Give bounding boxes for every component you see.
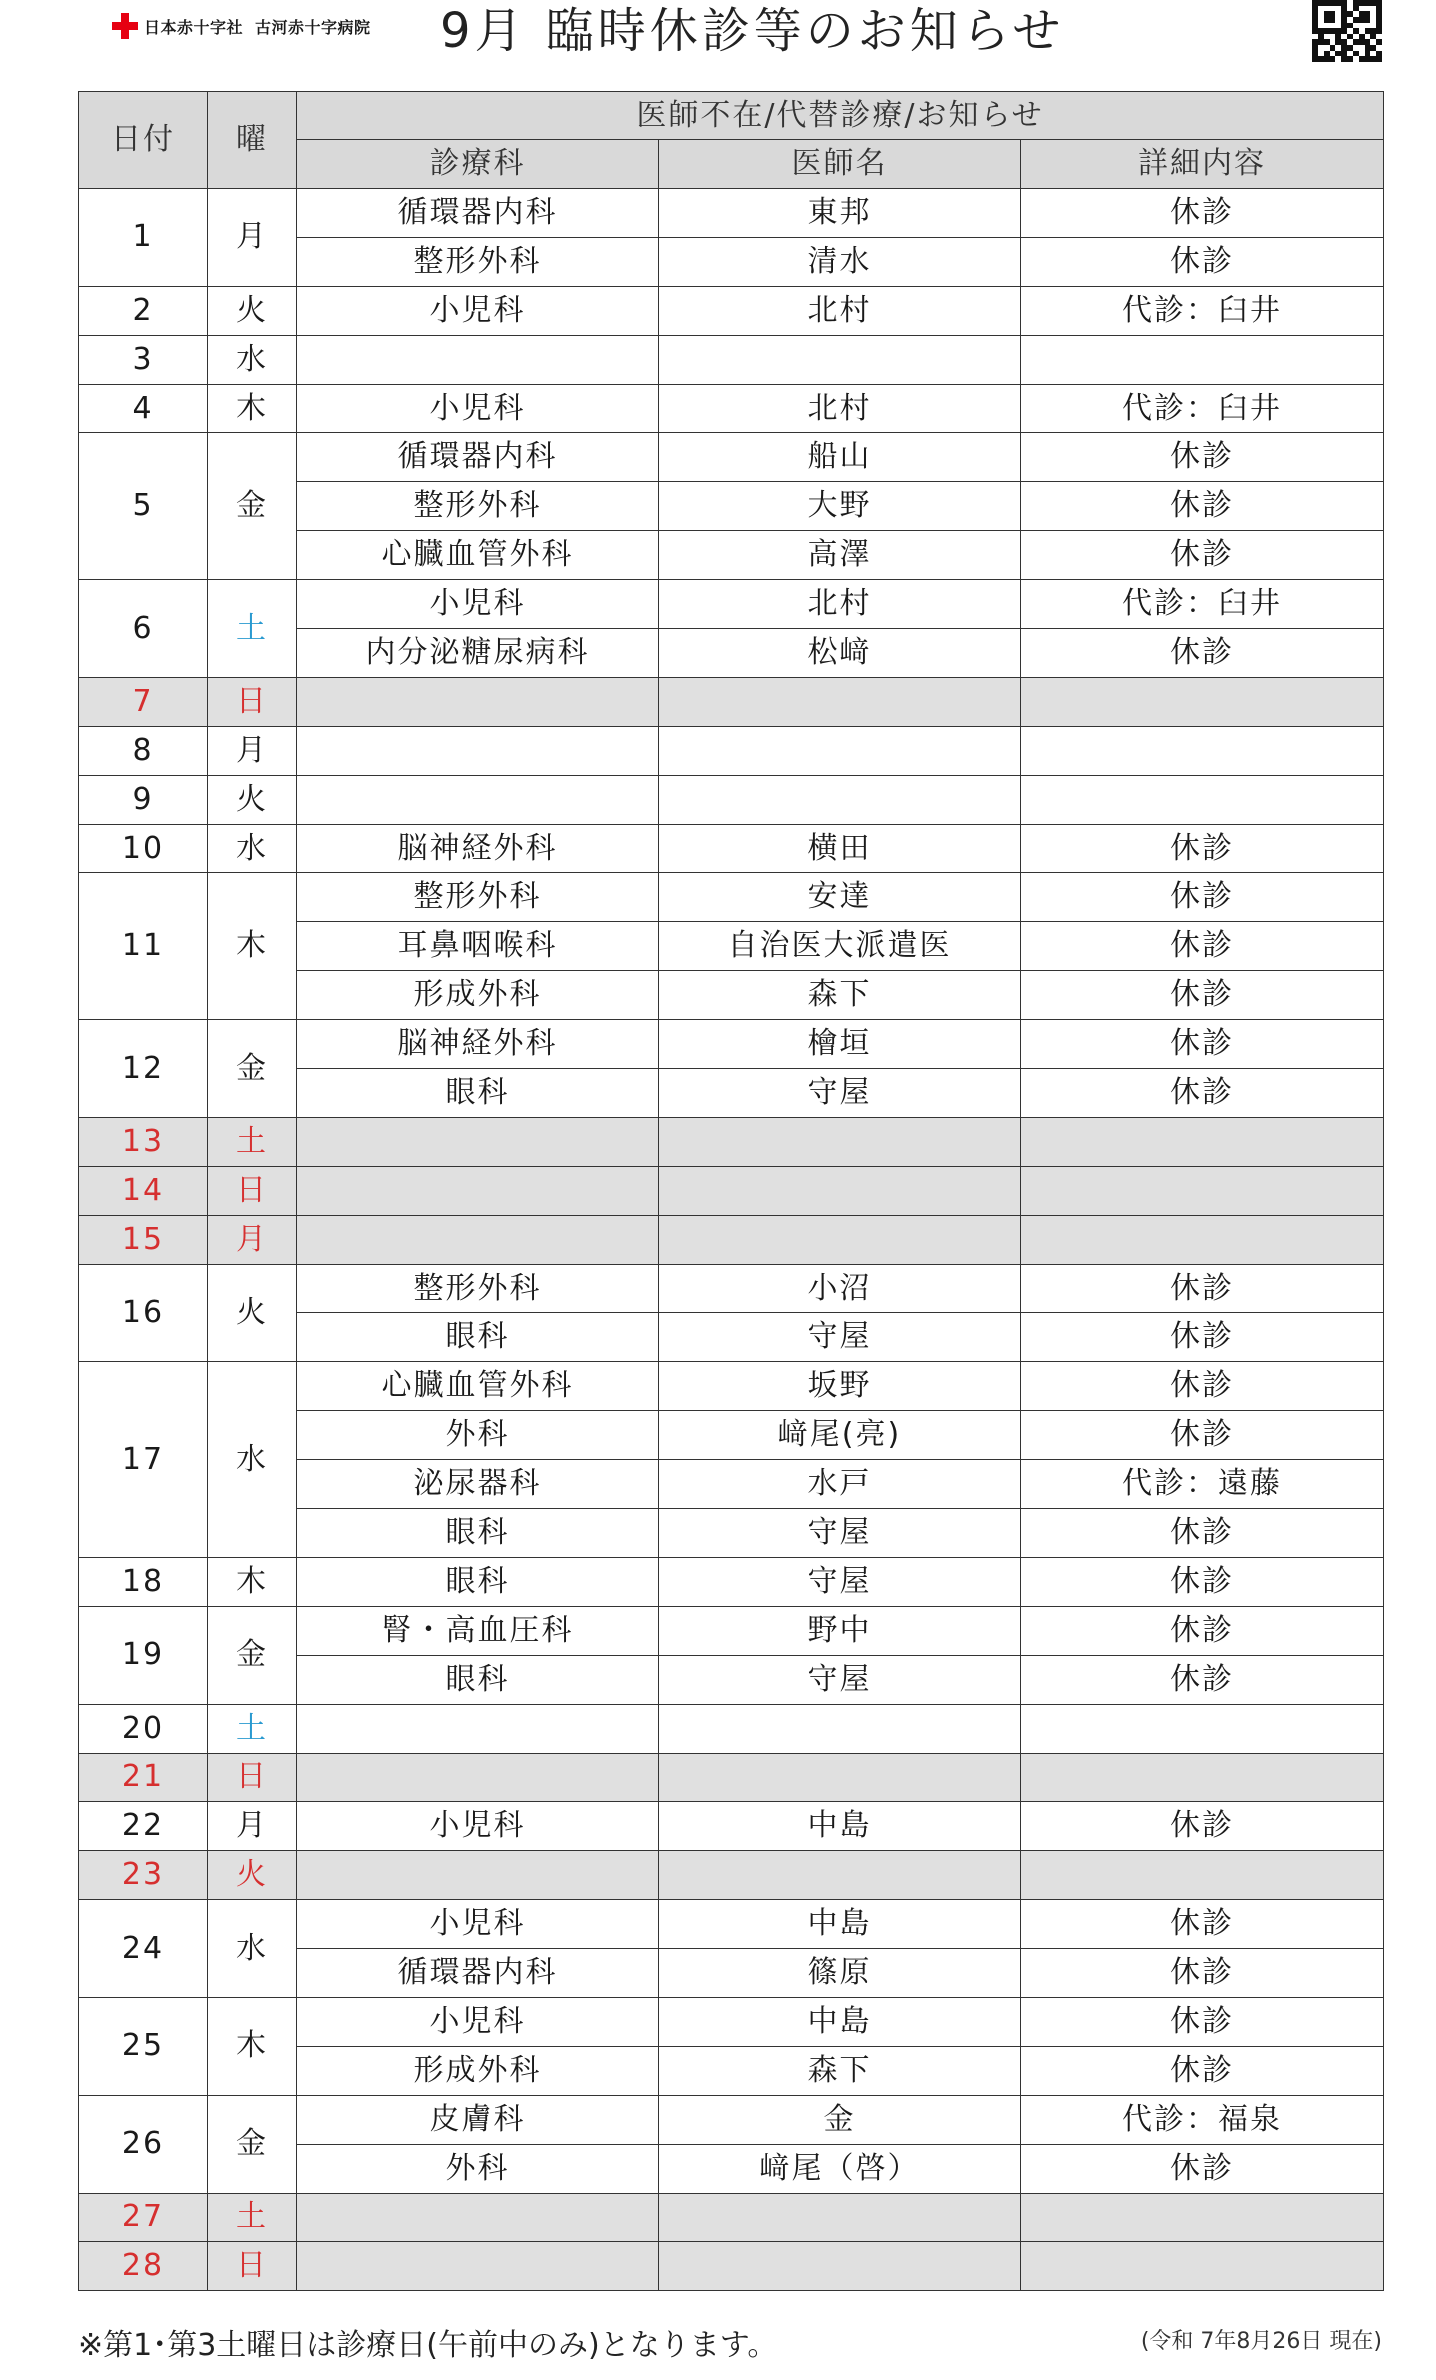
department-cell	[297, 1753, 659, 1802]
detail-cell: 休診	[1021, 1020, 1384, 1069]
detail-cell: 休診	[1021, 1802, 1384, 1851]
table-row	[79, 1264, 1384, 1313]
table-row	[79, 335, 1384, 384]
date-cell: 14	[79, 1166, 208, 1215]
department-cell	[297, 775, 659, 824]
schedule-table	[78, 91, 1384, 2291]
date-cell: 19	[79, 1606, 208, 1704]
detail-cell: 休診	[1021, 1655, 1384, 1704]
header-day: 曜	[208, 92, 297, 189]
table-row	[79, 873, 1384, 922]
detail-cell: 休診	[1021, 1509, 1384, 1558]
detail-cell: 休診	[1021, 1900, 1384, 1949]
weekday-cell: 金	[208, 1606, 297, 1704]
table-row	[79, 1997, 1384, 2046]
department-cell: 整形外科	[297, 873, 659, 922]
doctor-cell	[659, 1753, 1021, 1802]
header-doctor: 医師名	[659, 140, 1021, 189]
weekday-cell: 金	[208, 2095, 297, 2193]
detail-cell: 代診：臼井	[1021, 384, 1384, 433]
date-cell: 3	[79, 335, 208, 384]
doctor-cell: 高澤	[659, 531, 1021, 580]
date-cell: 10	[79, 824, 208, 873]
weekday-cell: 月	[208, 1215, 297, 1264]
detail-cell	[1021, 1753, 1384, 1802]
table-row	[79, 580, 1384, 629]
doctor-cell: 守屋	[659, 1509, 1021, 1558]
table-row	[79, 433, 1384, 482]
department-cell: 循環器内科	[297, 189, 659, 238]
table-row	[79, 775, 1384, 824]
detail-cell	[1021, 726, 1384, 775]
table-row	[79, 1117, 1384, 1166]
doctor-cell: 横田	[659, 824, 1021, 873]
header-department: 診療科	[297, 140, 659, 189]
table-row	[79, 189, 1384, 238]
doctor-cell	[659, 1215, 1021, 1264]
weekday-cell: 水	[208, 1900, 297, 1998]
department-cell: 外科	[297, 2144, 659, 2193]
date-cell: 12	[79, 1020, 208, 1118]
footer-note: ※第1･第3土曜日は診療日(午前中のみ)となります。	[78, 2328, 778, 2363]
doctor-cell: 守屋	[659, 1557, 1021, 1606]
weekday-cell: 火	[208, 775, 297, 824]
department-cell: 眼科	[297, 1313, 659, 1362]
table-row	[79, 1166, 1384, 1215]
doctor-cell: 船山	[659, 433, 1021, 482]
detail-cell: 休診	[1021, 1606, 1384, 1655]
department-cell	[297, 335, 659, 384]
date-cell: 2	[79, 286, 208, 335]
detail-cell: 休診	[1021, 1264, 1384, 1313]
detail-cell: 休診	[1021, 629, 1384, 678]
weekday-cell: 日	[208, 1753, 297, 1802]
table-row	[79, 1802, 1384, 1851]
doctor-cell	[659, 2242, 1021, 2291]
doctor-cell: 﨑尾（啓）	[659, 2144, 1021, 2193]
detail-cell: 休診	[1021, 1069, 1384, 1118]
weekday-cell: 水	[208, 1362, 297, 1558]
weekday-cell: 木	[208, 1557, 297, 1606]
department-cell: 内分泌糖尿病科	[297, 629, 659, 678]
department-cell: 脳神経外科	[297, 824, 659, 873]
detail-cell	[1021, 335, 1384, 384]
page-title: 9月 臨時休診等のお知らせ	[440, 3, 1065, 59]
weekday-cell: 火	[208, 1851, 297, 1900]
as-of-date: (令和 7年8月26日 現在)	[1140, 2329, 1382, 2354]
detail-cell: 休診	[1021, 1997, 1384, 2046]
department-cell: 循環器内科	[297, 433, 659, 482]
department-cell: 心臓血管外科	[297, 531, 659, 580]
doctor-cell: 守屋	[659, 1655, 1021, 1704]
table-row	[79, 2193, 1384, 2242]
department-cell	[297, 1166, 659, 1215]
header-date: 日付	[79, 92, 208, 189]
detail-cell	[1021, 677, 1384, 726]
department-cell: 脳神経外科	[297, 1020, 659, 1069]
detail-cell	[1021, 775, 1384, 824]
date-cell: 22	[79, 1802, 208, 1851]
table-row	[79, 726, 1384, 775]
department-cell: 小児科	[297, 580, 659, 629]
weekday-cell: 土	[208, 580, 297, 678]
date-cell: 23	[79, 1851, 208, 1900]
weekday-cell: 日	[208, 2242, 297, 2291]
weekday-cell: 金	[208, 433, 297, 580]
doctor-cell: 大野	[659, 482, 1021, 531]
department-cell	[297, 2242, 659, 2291]
qr-code-icon	[1312, 0, 1382, 62]
date-cell: 28	[79, 2242, 208, 2291]
doctor-cell: 野中	[659, 1606, 1021, 1655]
department-cell: 整形外科	[297, 482, 659, 531]
detail-cell: 休診	[1021, 482, 1384, 531]
department-cell: 整形外科	[297, 237, 659, 286]
detail-cell: 代診：遠藤	[1021, 1460, 1384, 1509]
department-cell	[297, 726, 659, 775]
doctor-cell	[659, 1166, 1021, 1215]
detail-cell: 代診：臼井	[1021, 580, 1384, 629]
weekday-cell: 火	[208, 286, 297, 335]
doctor-cell: 中島	[659, 1997, 1021, 2046]
detail-cell: 休診	[1021, 922, 1384, 971]
doctor-cell	[659, 1117, 1021, 1166]
department-cell	[297, 1215, 659, 1264]
weekday-cell: 月	[208, 726, 297, 775]
department-cell: 眼科	[297, 1069, 659, 1118]
doctor-cell: 篠原	[659, 1949, 1021, 1998]
department-cell: 耳鼻咽喉科	[297, 922, 659, 971]
date-cell: 27	[79, 2193, 208, 2242]
table-row	[79, 1851, 1384, 1900]
detail-cell: 休診	[1021, 237, 1384, 286]
department-cell: 眼科	[297, 1509, 659, 1558]
department-cell: 皮膚科	[297, 2095, 659, 2144]
table-row	[79, 1606, 1384, 1655]
date-cell: 8	[79, 726, 208, 775]
detail-cell	[1021, 1166, 1384, 1215]
doctor-cell: 守屋	[659, 1069, 1021, 1118]
header-detail: 詳細内容	[1021, 140, 1384, 189]
date-cell: 13	[79, 1117, 208, 1166]
doctor-cell	[659, 2193, 1021, 2242]
weekday-cell: 土	[208, 2193, 297, 2242]
weekday-cell: 土	[208, 1117, 297, 1166]
weekday-cell: 日	[208, 1166, 297, 1215]
date-cell: 18	[79, 1557, 208, 1606]
table-row	[79, 1362, 1384, 1411]
org-name: 日本赤十字社	[144, 17, 244, 37]
date-cell: 1	[79, 189, 208, 287]
table-row	[79, 2242, 1384, 2291]
doctor-cell: 水戸	[659, 1460, 1021, 1509]
date-cell: 7	[79, 677, 208, 726]
department-cell	[297, 1704, 659, 1753]
department-cell	[297, 1117, 659, 1166]
date-cell: 16	[79, 1264, 208, 1362]
doctor-cell: 金	[659, 2095, 1021, 2144]
date-cell: 25	[79, 1997, 208, 2095]
weekday-cell: 日	[208, 677, 297, 726]
department-cell: 小児科	[297, 1900, 659, 1949]
table-row	[79, 286, 1384, 335]
table-row	[79, 1753, 1384, 1802]
header-group: 医師不在/代替診療/お知らせ	[297, 92, 1384, 140]
date-cell: 6	[79, 580, 208, 678]
hospital-name: 古河赤十字病院	[255, 17, 371, 37]
weekday-cell: 月	[208, 1802, 297, 1851]
detail-cell: 代診：福泉	[1021, 2095, 1384, 2144]
doctor-cell: 森下	[659, 971, 1021, 1020]
department-cell: 泌尿器科	[297, 1460, 659, 1509]
doctor-cell	[659, 726, 1021, 775]
weekday-cell: 木	[208, 1997, 297, 2095]
department-cell: 形成外科	[297, 2046, 659, 2095]
red-cross-logo	[112, 12, 371, 40]
doctor-cell: 小沼	[659, 1264, 1021, 1313]
date-cell: 15	[79, 1215, 208, 1264]
doctor-cell: 﨑尾(亮)	[659, 1411, 1021, 1460]
doctor-cell: 清水	[659, 237, 1021, 286]
department-cell	[297, 677, 659, 726]
table-row	[79, 1557, 1384, 1606]
doctor-cell: 森下	[659, 2046, 1021, 2095]
department-cell: 腎・高血圧科	[297, 1606, 659, 1655]
date-cell: 9	[79, 775, 208, 824]
detail-cell: 休診	[1021, 1362, 1384, 1411]
detail-cell	[1021, 2242, 1384, 2291]
weekday-cell: 水	[208, 335, 297, 384]
department-cell: 形成外科	[297, 971, 659, 1020]
detail-cell: 休診	[1021, 1557, 1384, 1606]
department-cell: 心臓血管外科	[297, 1362, 659, 1411]
detail-cell	[1021, 1117, 1384, 1166]
department-cell: 整形外科	[297, 1264, 659, 1313]
weekday-cell: 木	[208, 384, 297, 433]
table-row	[79, 2095, 1384, 2144]
detail-cell	[1021, 1851, 1384, 1900]
detail-cell	[1021, 1215, 1384, 1264]
weekday-cell: 木	[208, 873, 297, 1020]
department-cell: 眼科	[297, 1557, 659, 1606]
date-cell: 5	[79, 433, 208, 580]
date-cell: 21	[79, 1753, 208, 1802]
table-row	[79, 384, 1384, 433]
doctor-cell	[659, 1851, 1021, 1900]
department-cell: 小児科	[297, 1997, 659, 2046]
doctor-cell	[659, 677, 1021, 726]
detail-cell: 休診	[1021, 433, 1384, 482]
date-cell: 26	[79, 2095, 208, 2193]
detail-cell: 休診	[1021, 1949, 1384, 1998]
doctor-cell	[659, 1704, 1021, 1753]
detail-cell	[1021, 1704, 1384, 1753]
department-cell: 小児科	[297, 384, 659, 433]
weekday-cell: 金	[208, 1020, 297, 1118]
department-cell	[297, 1851, 659, 1900]
department-cell: 小児科	[297, 286, 659, 335]
table-row	[79, 1704, 1384, 1753]
detail-cell	[1021, 2193, 1384, 2242]
doctor-cell: 松﨑	[659, 629, 1021, 678]
weekday-cell: 土	[208, 1704, 297, 1753]
detail-cell: 休診	[1021, 2144, 1384, 2193]
detail-cell: 休診	[1021, 971, 1384, 1020]
doctor-cell: 東邦	[659, 189, 1021, 238]
doctor-cell: 北村	[659, 580, 1021, 629]
table-row	[79, 824, 1384, 873]
doctor-cell: 自治医大派遣医	[659, 922, 1021, 971]
doctor-cell	[659, 335, 1021, 384]
weekday-cell: 月	[208, 189, 297, 287]
detail-cell: 休診	[1021, 1411, 1384, 1460]
weekday-cell: 水	[208, 824, 297, 873]
detail-cell: 休診	[1021, 824, 1384, 873]
doctor-cell: 坂野	[659, 1362, 1021, 1411]
doctor-cell: 安達	[659, 873, 1021, 922]
doctor-cell: 北村	[659, 286, 1021, 335]
detail-cell: 休診	[1021, 531, 1384, 580]
date-cell: 24	[79, 1900, 208, 1998]
detail-cell: 休診	[1021, 2046, 1384, 2095]
department-cell: 循環器内科	[297, 1949, 659, 1998]
detail-cell: 代診：臼井	[1021, 286, 1384, 335]
date-cell: 17	[79, 1362, 208, 1558]
date-cell: 20	[79, 1704, 208, 1753]
table-row	[79, 677, 1384, 726]
detail-cell: 休診	[1021, 1313, 1384, 1362]
department-cell: 眼科	[297, 1655, 659, 1704]
date-cell: 11	[79, 873, 208, 1020]
red-cross-icon	[112, 13, 138, 39]
table-row	[79, 1020, 1384, 1069]
date-cell: 4	[79, 384, 208, 433]
doctor-cell	[659, 775, 1021, 824]
department-cell: 外科	[297, 1411, 659, 1460]
detail-cell: 休診	[1021, 873, 1384, 922]
weekday-cell: 火	[208, 1264, 297, 1362]
department-cell	[297, 2193, 659, 2242]
doctor-cell: 中島	[659, 1900, 1021, 1949]
doctor-cell: 守屋	[659, 1313, 1021, 1362]
doctor-cell: 檜垣	[659, 1020, 1021, 1069]
table-row	[79, 1215, 1384, 1264]
doctor-cell: 中島	[659, 1802, 1021, 1851]
doctor-cell: 北村	[659, 384, 1021, 433]
detail-cell: 休診	[1021, 189, 1384, 238]
table-row	[79, 1900, 1384, 1949]
department-cell: 小児科	[297, 1802, 659, 1851]
